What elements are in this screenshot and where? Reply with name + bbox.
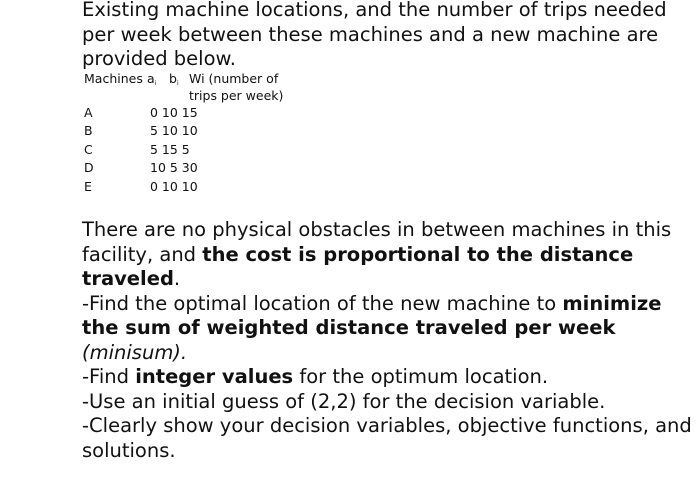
paragraph-minimize: -Find the optimal location of the new machine to minimize the sum of weighted distance traveled per week (minisum). (82, 291, 662, 364)
header-a: $a_i$ (147, 71, 157, 87)
header-b: $b_i$ (169, 71, 179, 87)
paragraph-integer: -Find integer values for the optimum location. (82, 365, 549, 388)
header-weight-line2: trips per week) (189, 88, 284, 103)
row-values: 0 10 15 (150, 105, 198, 120)
paragraph-obstacles: There are no physical obstacles in between machines in this facility, and the cost is proportional to the distance traveled. (82, 218, 672, 290)
instructions (82, 218, 692, 463)
row-machine: B (84, 123, 93, 139)
row-machine: E (84, 178, 92, 194)
row-values: 0 10 10 (150, 178, 198, 194)
row-machine: C (84, 141, 93, 157)
header-machines: Machines (84, 71, 143, 86)
header-weight-line1: Wi (number of (189, 71, 279, 86)
row-values: 5 15 5 (150, 141, 190, 157)
row-values: 5 10 10 (150, 123, 198, 139)
paragraph-show-work: -Clearly show your decision variables, objective functions, and solutions. (82, 414, 692, 462)
row-machine: D (84, 160, 94, 176)
paragraph-initial-guess: -Use an initial guess of (2,2) for the decision variable. (82, 389, 606, 413)
row-machine: A (84, 105, 93, 120)
intro-paragraph: Existing machine locations, and the number of trips needed per week between these machines and a new machine are provided below. (82, 0, 667, 70)
row-values: 10 5 30 (150, 160, 198, 176)
